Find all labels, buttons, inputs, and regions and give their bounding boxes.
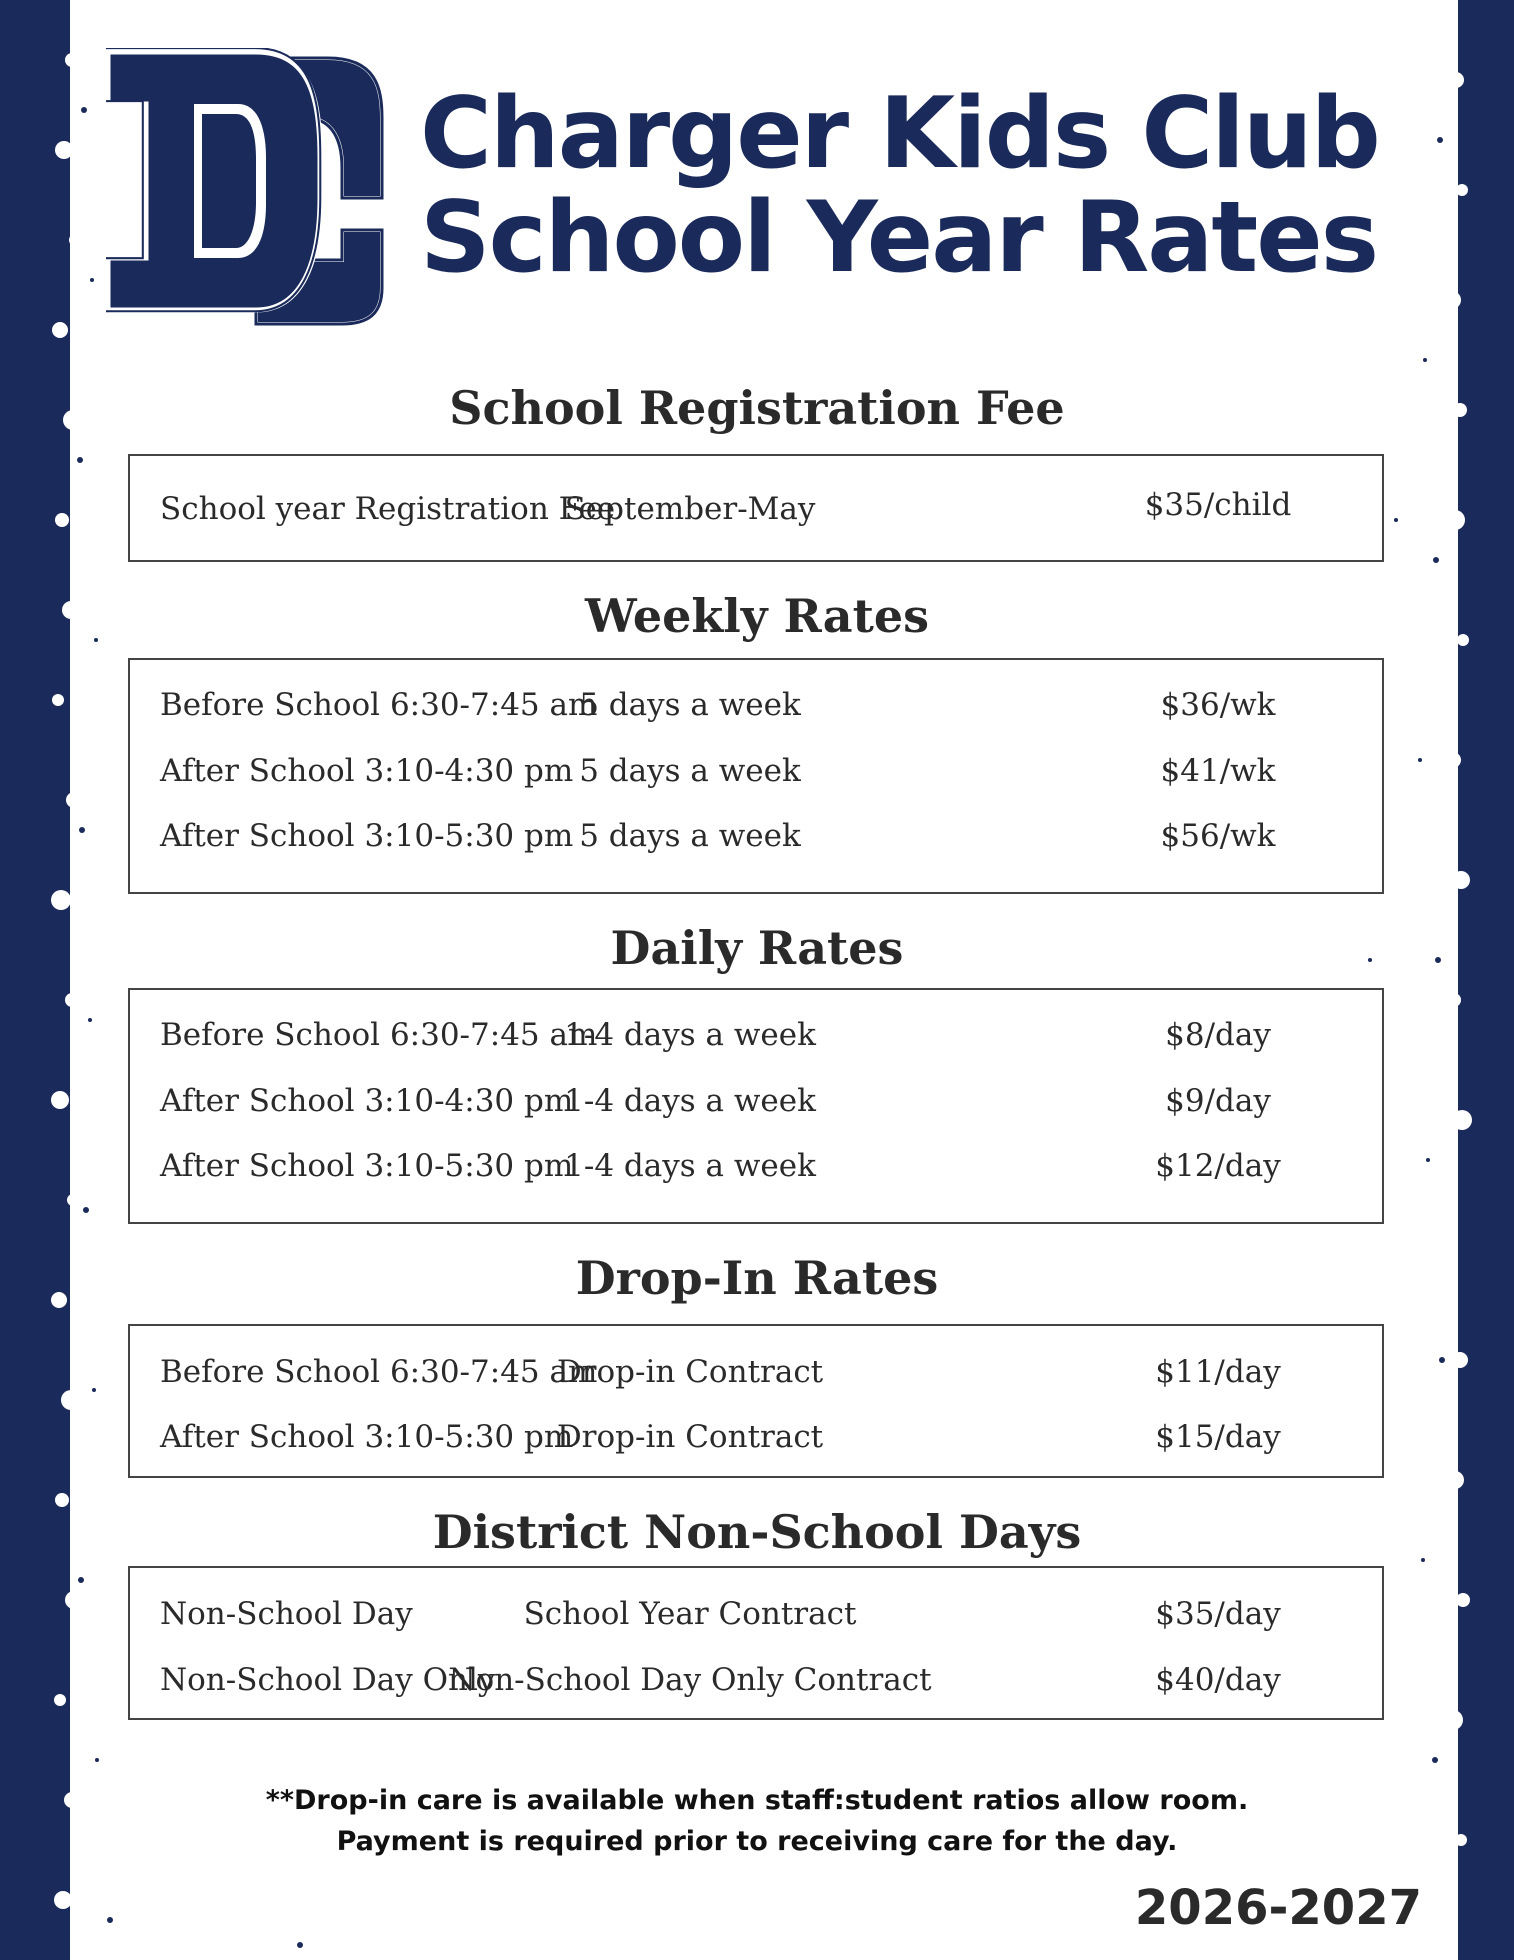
rate-row xyxy=(130,1076,1382,1126)
right-navy-border xyxy=(1458,0,1514,1960)
section-heading-daily: Daily Rates xyxy=(610,921,904,975)
left-navy-border xyxy=(0,0,70,1960)
rate-label: School year Registration Fee xyxy=(160,491,616,527)
rate-price: $56/wk xyxy=(1160,818,1276,854)
section-heading-registration: School Registration Fee xyxy=(449,381,1065,435)
rate-label: Non-School Day Only xyxy=(160,1662,496,1698)
registration-fee-box xyxy=(128,454,1384,562)
rate-label: After School 3:10-5:30 pm xyxy=(160,1148,574,1184)
section-heading-drop-in: Drop-In Rates xyxy=(575,1251,939,1305)
footnote-line-1: **Drop-in care is available when staff:student ratios allow room. xyxy=(265,1785,1249,1816)
rate-row xyxy=(130,811,1382,861)
rate-period: Drop-in Contract xyxy=(556,1354,824,1390)
rate-row xyxy=(130,1589,1382,1639)
rate-price: $11/day xyxy=(1155,1354,1281,1390)
page-title xyxy=(420,77,1380,295)
rate-period: 1-4 days a week xyxy=(564,1083,816,1119)
school-year-label: 2026-2027 xyxy=(1134,1880,1422,1936)
rate-row xyxy=(130,1010,1382,1060)
rate-period: 5 days a week xyxy=(579,687,801,723)
rate-row xyxy=(130,1655,1382,1705)
rate-label: After School 3:10-4:30 pm xyxy=(160,753,574,789)
weekly-rates-box xyxy=(128,658,1384,894)
rate-row xyxy=(130,1412,1382,1462)
rate-period: 5 days a week xyxy=(579,818,801,854)
rate-row xyxy=(130,1141,1382,1191)
rate-period: 1-4 days a week xyxy=(564,1148,816,1184)
title-line-1: Charger Kids Club xyxy=(420,77,1379,191)
section-heading-non-school-days: District Non-School Days xyxy=(432,1505,1082,1559)
dc-monogram-logo xyxy=(106,48,386,332)
rate-price: $9/day xyxy=(1165,1083,1271,1119)
rate-label: After School 3:10-5:30 pm xyxy=(160,1419,574,1455)
rate-period: 5 days a week xyxy=(579,753,801,789)
section-heading-weekly: Weekly Rates xyxy=(584,589,930,643)
title-line-2: School Year Rates xyxy=(420,181,1378,295)
rate-row xyxy=(130,1347,1382,1397)
rate-price: $15/day xyxy=(1155,1419,1281,1455)
rate-label: Non-School Day xyxy=(160,1596,413,1632)
rate-row xyxy=(130,484,1382,534)
footnote xyxy=(128,1780,1386,1862)
rate-period: September-May xyxy=(564,491,816,527)
rate-price: $35/day xyxy=(1155,1596,1281,1632)
rate-period: School Year Contract xyxy=(523,1596,857,1632)
rate-row xyxy=(130,680,1382,730)
rate-row xyxy=(130,746,1382,796)
daily-rates-box xyxy=(128,988,1384,1224)
rate-label: After School 3:10-5:30 pm xyxy=(160,818,574,854)
rate-price: $8/day xyxy=(1165,1017,1271,1053)
rate-label: Before School 6:30-7:45 am xyxy=(160,687,598,723)
non-school-days-box xyxy=(128,1566,1384,1720)
rate-label: After School 3:10-4:30 pm xyxy=(160,1083,574,1119)
rate-price: $41/wk xyxy=(1160,753,1276,789)
rate-price: $35/child xyxy=(1144,487,1292,523)
rate-label: Before School 6:30-7:45 am xyxy=(160,1017,598,1053)
rate-period: 1-4 days a week xyxy=(564,1017,816,1053)
rate-period: Drop-in Contract xyxy=(556,1419,824,1455)
rate-price: $36/wk xyxy=(1160,687,1276,723)
rate-period: Non-School Day Only Contract xyxy=(448,1662,932,1698)
rate-price: $12/day xyxy=(1155,1148,1281,1184)
rate-label: Before School 6:30-7:45 am xyxy=(160,1354,598,1390)
footnote-line-2: Payment is required prior to receiving care for the day. xyxy=(336,1826,1178,1857)
rate-price: $40/day xyxy=(1155,1662,1281,1698)
drop-in-rates-box xyxy=(128,1324,1384,1478)
